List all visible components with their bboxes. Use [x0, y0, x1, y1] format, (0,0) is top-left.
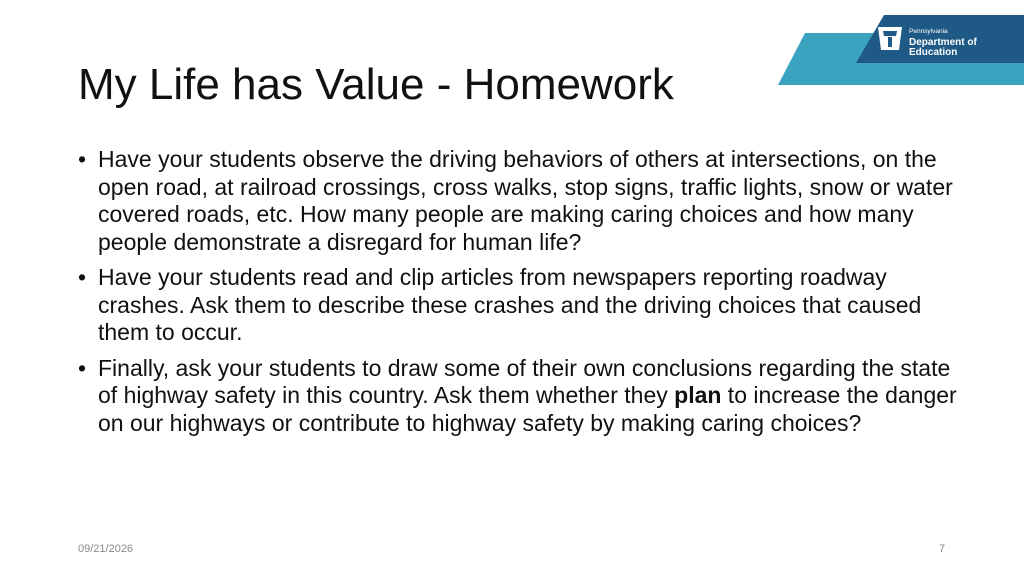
bullet-text-2: Have your students read and clip articles from newspapers reporting roadway crashes. Ask them to describe these crashes and the driving choices that caused them to occur.: [98, 264, 922, 345]
bullet-list: [78, 146, 958, 445]
bullet-item-1: [78, 146, 958, 256]
keystone-icon: [878, 27, 902, 50]
slide-title: My Life has Value - Homework: [78, 60, 674, 109]
logo-department: Department of Education: [909, 36, 977, 58]
bullet-symbol: •: [78, 264, 87, 290]
bullet-symbol: •: [78, 354, 87, 381]
bullet-symbol: •: [78, 146, 87, 172]
bullet-item-2: [78, 264, 958, 347]
logo-text: [909, 29, 1024, 58]
slide-number: 7: [939, 543, 946, 555]
bullet-text-3-after: to increase the danger on our highways or contribute to highway safety by making caring choices?: [98, 382, 957, 436]
bullet-text-3-before: Finally, ask your students to draw some of their own conclusions regarding the state of highway safety in this country. Ask them whether they: [98, 354, 951, 408]
logo-state: Pennsylvania: [909, 28, 948, 35]
bullet-text-3-bold: plan: [674, 382, 722, 408]
footer-date: 09/21/2026: [78, 543, 134, 555]
bullet-item-3: [78, 355, 958, 438]
bullet-text-1: Have your students observe the driving behaviors of others at intersections, on the open road, at railroad crossings, cross walks, stop signs, traffic lights, snow or water covered roads, etc. How many people are making caring choices and how many people demonstrate a disregard for human life?: [98, 146, 953, 255]
